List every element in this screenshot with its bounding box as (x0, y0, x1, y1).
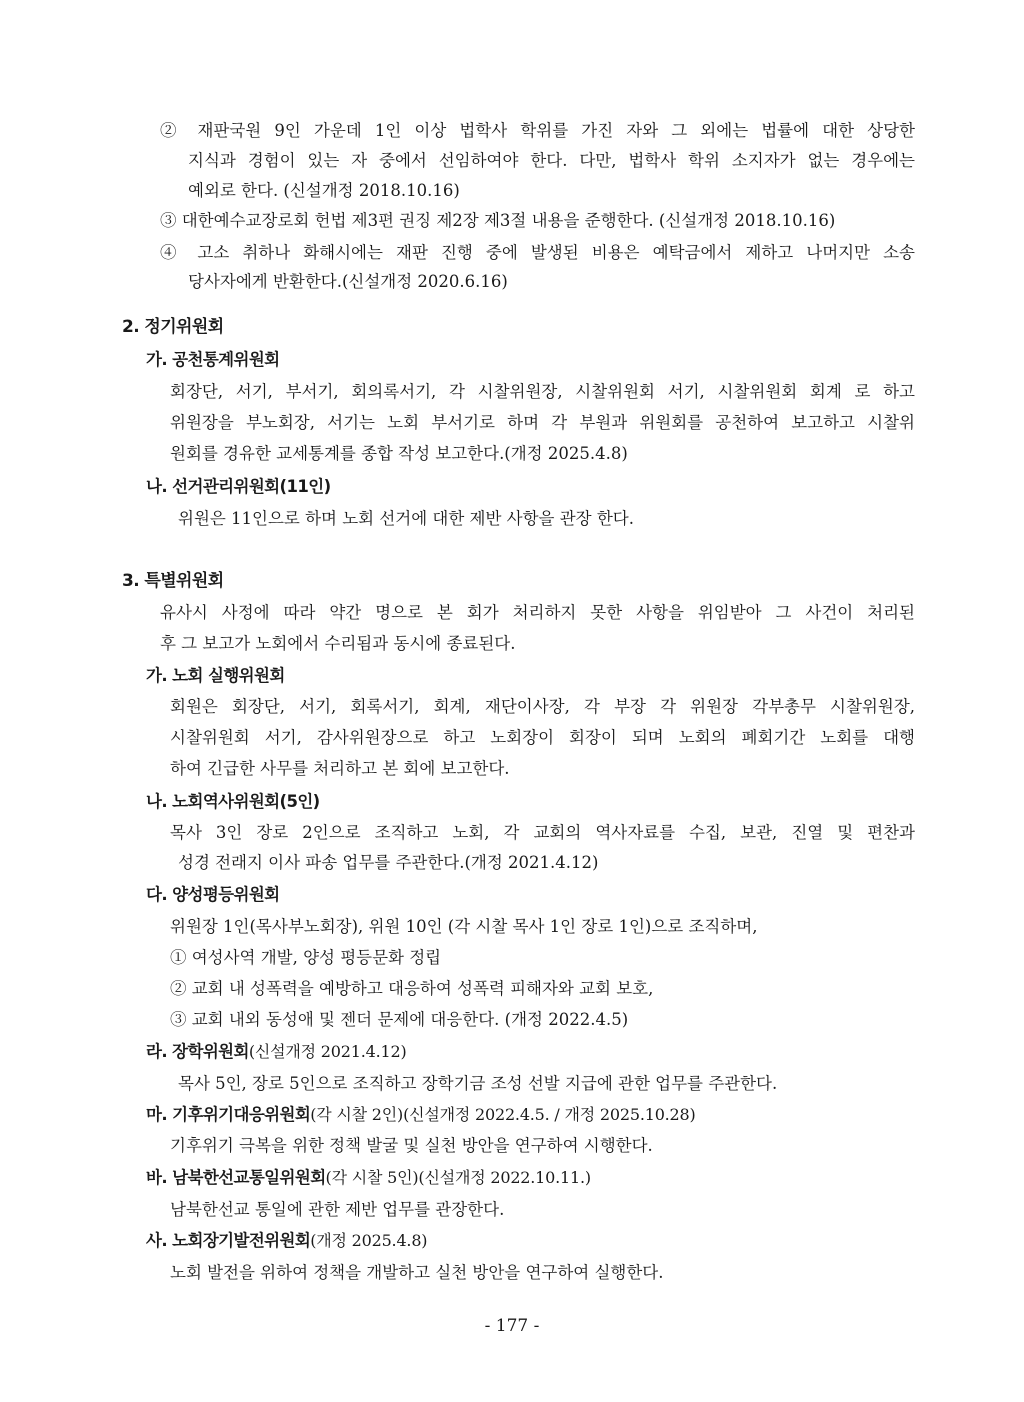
sec3-ga-line-1: 회원은 회장단, 서기, 회록서기, 회계, 재단이사장, 각 부장 각 위원장 각부총무 시찰위원장, (170, 697, 915, 716)
sec3-da-line-3: ② 교회 내 성폭력을 예방하고 대응하여 성폭력 피해자와 교회 보호, (170, 979, 654, 998)
section-2-heading: 2. 정기위원회 (122, 317, 224, 337)
sec3-ga-line-3: 하여 긴급한 사무를 처리하고 본 회에 보고한다. (170, 759, 510, 778)
sec3-ma-line-1: 기후위기 극복을 위한 정책 발굴 및 실천 방안을 연구하여 시행한다. (170, 1136, 653, 1155)
sec2-ga-line-2: 위원장을 부노회장, 서기는 노회 부서기로 하며 각 부원과 위원회를 공천하여 보고하고 시찰위 (170, 413, 915, 432)
sec3-ma-note: (각 시찰 2인)(신설개정 2022.4.5. / 개정 2025.10.28) (310, 1105, 696, 1124)
sec3-na-line-1: 목사 3인 장로 2인으로 조직하고 노회, 각 교회의 역사자료를 수집, 보관, 진열 및 편찬과 (170, 823, 915, 842)
sec3-da-line-4: ③ 교회 내외 동성애 및 젠더 문제에 대응한다. (개정 2022.4.5) (170, 1010, 629, 1029)
sec3-ba-line-1: 남북한선교 통일에 관한 제반 업무를 관장한다. (170, 1200, 505, 1219)
sec3-sa-line-1: 노회 발전을 위하여 정책을 개발하고 실천 방안을 연구하여 실행한다. (170, 1263, 664, 1282)
page-number: - 177 - (484, 1316, 540, 1336)
item-4-line-1: ④ 고소 취하나 화해시에는 재판 진행 중에 발생된 비용은 예탁금에서 제하고 나머지만 소송 (160, 243, 915, 262)
sec3-intro-line-2: 후 그 보고가 노회에서 수리됨과 동시에 종료된다. (160, 634, 516, 653)
sec3-ra-line-1: 목사 5인, 장로 5인으로 조직하고 장학기금 조성 선발 지급에 관한 업무를 주관한다. (178, 1074, 778, 1093)
sec3-ma-title: 마. 기후위기대응위원회 (146, 1105, 311, 1124)
sec2-ga-line-3: 원회를 경유한 교세통계를 종합 작성 보고한다.(개정 2025.4.8) (170, 444, 628, 463)
sec3-sa-note: (개정 2025.4.8) (310, 1231, 428, 1250)
item-4-line-2: 당사자에게 반환한다.(신설개정 2020.6.16) (188, 272, 508, 291)
sec3-ra-title: 라. 장학위원회 (146, 1042, 249, 1061)
sec3-sa-title: 사. 노회장기발전위원회 (146, 1231, 311, 1250)
sec3-ga-line-2: 시찰위원회 서기, 감사위원장으로 하고 노회장이 회장이 되며 노회의 폐회기간 노회를 대행 (170, 728, 915, 747)
item-3-line-1: ③ 대한예수교장로회 헌법 제3편 권징 제2장 제3절 내용을 준행한다. (신설개정 2018.10.16) (160, 211, 836, 230)
sec3-ma-heading (146, 1102, 696, 1128)
sec3-intro-line-1: 유사시 사정에 따라 약간 명으로 본 회가 처리하지 못한 사항을 위임받아 그 사건이 처리된 (160, 603, 915, 622)
sec2-na-line-1: 위원은 11인으로 하며 노회 선거에 대한 제반 사항을 관장 한다. (178, 509, 634, 528)
sec3-ba-note: (각 시찰 5인)(신설개정 2022.10.11.) (325, 1168, 591, 1187)
sec3-ba-heading (146, 1165, 591, 1191)
sec3-da-title: 다. 양성평등위원회 (146, 885, 280, 904)
sec3-ba-title: 바. 남북한선교통일위원회 (146, 1168, 326, 1187)
sec3-ga-title: 가. 노회 실행위원회 (146, 666, 285, 685)
sec2-na-title: 나. 선거관리위원회(11인) (146, 477, 331, 496)
sec3-sa-heading (146, 1228, 427, 1254)
sec3-da-line-2: ① 여성사역 개발, 양성 평등문화 정립 (170, 948, 442, 967)
sec3-ra-note: (신설개정 2021.4.12) (248, 1042, 407, 1061)
sec3-na-line-2: 성경 전래지 이사 파송 업무를 주관한다.(개정 2021.4.12) (178, 853, 599, 872)
sec3-na-title: 나. 노회역사위원회(5인) (146, 792, 320, 811)
sec2-ga-title: 가. 공천통계위원회 (146, 350, 280, 369)
sec3-ra-heading (146, 1039, 406, 1065)
section-3-heading: 3. 특별위원회 (122, 571, 224, 591)
item-2-line-1: ② 재판국원 9인 가운데 1인 이상 법학사 학위를 가진 자와 그 외에는 법률에 대한 상당한 (160, 121, 915, 140)
sec3-da-line-1: 위원장 1인(목사부노회장), 위원 10인 (각 시찰 목사 1인 장로 1인)으로 조직하며, (170, 917, 758, 936)
item-2-line-3: 예외로 한다. (신설개정 2018.10.16) (188, 181, 460, 200)
sec2-ga-line-1: 회장단, 서기, 부서기, 회의록서기, 각 시찰위원장, 시찰위원회 서기, 시찰위원회 회계 로 하고 (170, 382, 915, 401)
item-2-line-2: 지식과 경험이 있는 자 중에서 선임하여야 한다. 다만, 법학사 학위 소지자가 없는 경우에는 (188, 151, 915, 170)
